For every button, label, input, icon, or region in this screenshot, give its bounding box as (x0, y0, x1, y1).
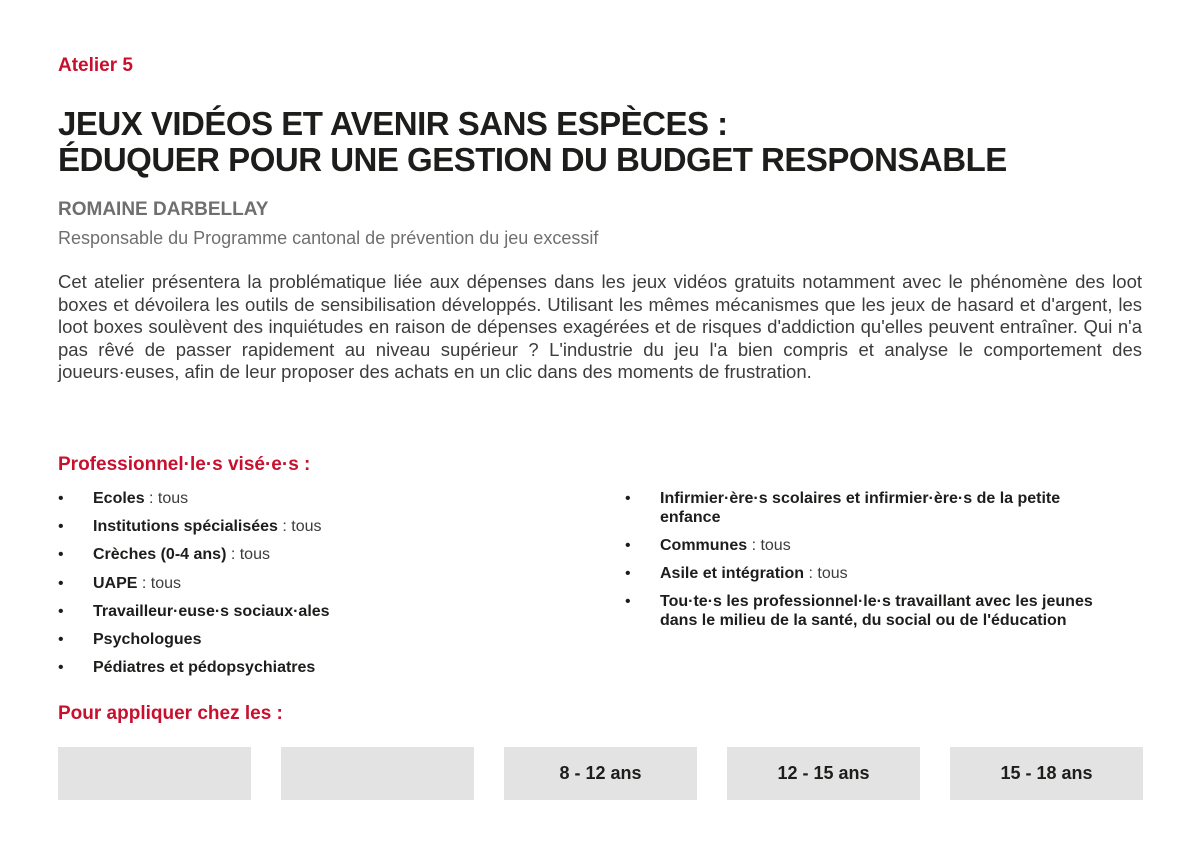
list-item (58, 575, 578, 594)
professionals-list-left (58, 490, 578, 687)
page-title (58, 106, 1007, 178)
item-label: Psychologues (93, 630, 202, 648)
list-item (625, 565, 1125, 584)
age-box-empty-2 (281, 747, 474, 800)
item-note: : tous (144, 490, 189, 507)
item-note: : tous (226, 546, 270, 564)
item-label: Asile et intégration (660, 564, 805, 582)
list-item (625, 537, 1125, 556)
age-groups (58, 747, 1143, 800)
age-box-12-15: 12 - 15 ans (727, 747, 920, 800)
list-item (58, 546, 578, 565)
item-note: : tous (137, 574, 182, 592)
list-item (625, 593, 1125, 630)
list-item (58, 603, 578, 622)
item-note: : tous (747, 536, 791, 554)
speaker-role: Responsable du Programme cantonal de prévention du jeu excessif (58, 228, 599, 248)
atelier-label: Atelier 5 (58, 55, 133, 76)
description-paragraph: Cet atelier présentera la problématique liée aux dépenses dans les jeux vidéos gratuits notamment avec le phénomène des loot boxes et dévoilera les outils de sensibilisation développés. Utilisant les mêmes mécanismes que les jeux de hasard et d'argent, les loot boxes soulèvent des inquiétudes en raison de dépenses exagérées et de risques d'addiction qu'elles peuvent entraîner. Qui n'a pas rêvé de passer rapidement au niveau supérieur ? L'industrie du jeu l'a bien compris et analyse le comportement des joueurs·euses, afin de leur proposer des achats en un clic dans des moments de frustration. (58, 271, 1142, 382)
list-item (58, 518, 578, 537)
professionals-list-right (625, 490, 1125, 640)
item-label: Ecoles (93, 490, 145, 507)
list-item (58, 659, 578, 678)
title-line-1: JEUX VIDÉOS ET AVENIR SANS ESPÈCES : (58, 105, 728, 142)
item-note: : tous (277, 518, 322, 536)
professionals-title: Professionnel·le·s visé·e·s : (58, 454, 311, 475)
item-label: UAPE (93, 574, 138, 592)
item-label: Travailleur·euse·s sociaux·ales (93, 602, 330, 620)
list-item (58, 631, 578, 650)
age-box-empty-1 (58, 747, 251, 800)
age-box-8-12: 8 - 12 ans (504, 747, 697, 800)
list-item (58, 490, 578, 509)
item-label: Crèches (0-4 ans) (93, 546, 227, 564)
item-label: Infirmier·ère·s scolaires et infirmier·ère·s de la petite enfance (660, 490, 1061, 526)
item-label: Institutions spécialisées (93, 518, 278, 536)
item-note: : tous (804, 564, 848, 582)
item-label: Communes (660, 536, 748, 554)
item-label: Pédiatres et pédopsychiatres (93, 659, 316, 677)
speaker-name: ROMAINE DARBELLAY (58, 199, 269, 220)
list-item (625, 490, 1125, 527)
title-line-2: ÉDUQUER POUR UNE GESTION DU BUDGET RESPONSABLE (58, 141, 1007, 178)
age-box-15-18: 15 - 18 ans (950, 747, 1143, 800)
item-label: Tou·te·s les professionnel·le·s travaillant avec les jeunes dans le milieu de la santé, du social ou de l'éducation (660, 593, 1093, 629)
apply-title: Pour appliquer chez les : (58, 703, 283, 724)
